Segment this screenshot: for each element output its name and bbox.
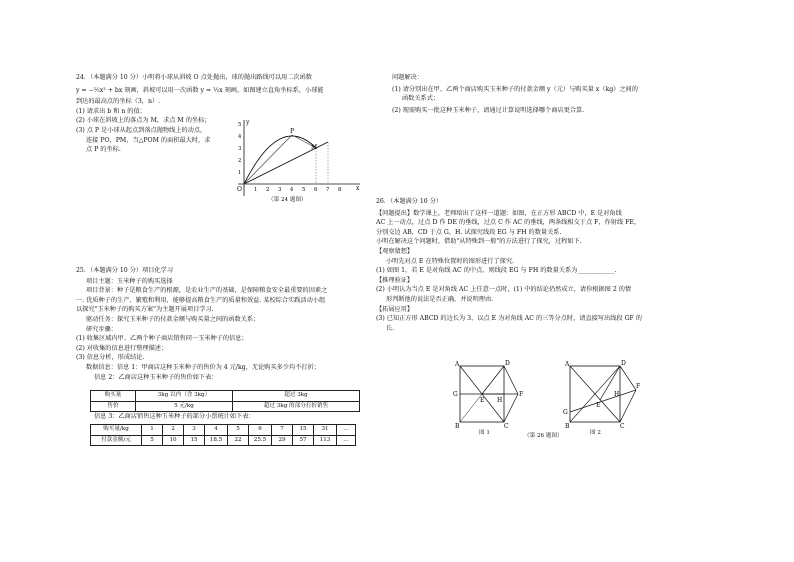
q24-x-ticks [254,187,341,193]
q24-segment-po [244,135,292,184]
label-a: A [455,361,460,368]
table-cell: 10 [163,435,184,446]
label-c: C [504,423,509,430]
label-h: H [614,391,620,398]
q25-heading: 25．（本题满分 10 分）项目化学习 [76,267,174,274]
table-cell: 29 [272,435,293,446]
q24-label-m: M [311,144,318,151]
q24-graph [232,118,364,198]
table-cell: 25.5 [249,435,272,446]
q26-line: 分别交边 AB，CD 于点 G，H. 试探究线段 EG 与 FH 的数量关系. [376,228,562,236]
table-cell: 购买量/kg [91,425,142,436]
q26-line: (2) 小明认为当点 E 是对角线 AC 上任意一点时，(1) 中的结论仍然成立，请你根据图 2 的情 [376,286,632,294]
label-e: E [480,397,485,404]
table-cell: 2 [163,425,184,436]
label-a: A [565,361,570,368]
table-cell: 31 [314,425,337,436]
label-b: B [455,423,460,430]
q24-xtick: 4 [290,187,294,193]
q24-y-ticks [238,122,242,176]
table-cell: 15 [184,435,205,446]
q25-step: (1) 收集区域内甲、乙两个种子商店销售同一玉米种子的信息； [76,335,248,343]
segment-cf [504,394,518,422]
q26-figure-1 [452,360,524,430]
table-cell: … [337,425,356,436]
table-cell: 6 [249,425,272,436]
q24-part-2: (2) 小球在斜坡上的落点为 M，求点 M 的坐标； [76,117,211,125]
q26-line: 形判断他的说法是否正确，并说明理由. [386,295,494,303]
q24-parabola [244,136,316,184]
label-h: H [497,397,503,404]
q24-part-3c: 点 P 的坐标. [86,146,121,154]
q26-section: 【推理验证】 [376,276,414,284]
q25-step: (3) 信息分析，形成结论. [76,354,145,362]
q25-line: 驱动任务：探究玉米种子的付款金额与购买量之间的函数关系； [86,315,260,323]
q25-line: 研究步骤： [86,325,117,333]
table-row [91,401,360,412]
q26-section: 【拓展应用】 [376,305,414,313]
q26-figure-1-label: 图 1 [479,430,490,436]
q24-line-3: 到达的最高点的坐标（3，n）. [76,98,161,106]
q24-ytick: 4 [238,134,242,140]
q24-line-1: 24．（本题满分 10 分）小明将小球从斜坡 O 点处抛出，球的抛出路线可以用二次函数 [76,74,312,81]
q25-data: 信息 2：乙商店这种玉米种子的售价如下表： [94,373,218,381]
table-cell: 57 [293,435,314,446]
q24-xtick: 2 [266,187,270,193]
table-row [91,435,356,446]
q26-caption: （第 26 题图） [524,433,563,439]
q26-line: 【问题提出】数学课上，老师给出了这样一道题：如图，在正方形 ABCD 中，E 是对角线 [376,209,622,217]
q25-receipt-table [90,424,356,446]
label-c: C [620,423,625,430]
q24-xtick: 1 [254,187,258,193]
table-cell: 付款金额/元 [91,435,142,446]
qr-line: 函数关系式； [402,95,440,103]
table-row [91,425,356,436]
q24-caption: （第 24 题图） [268,197,307,203]
q24-ytick: 3 [238,146,242,152]
q25-data: 信息 3：乙商店销售这种玉米种子的部分小票统计如下表： [94,413,255,420]
q25-price-table [90,390,360,412]
q26-line: (3) 已知正方形 ABCD 的边长为 3，以点 E 为对角线 AC 的三等分点时，请直接写出线段 GF 的 [376,315,642,323]
q26-section: 【观察猜想】 [376,247,414,255]
label-d: D [505,360,510,367]
table-cell: 5 [142,435,163,446]
q25-step: (2) 对收集的信息进行整理描述； [76,344,168,352]
table-cell: 22 [228,435,249,446]
q24-line-2: y = −½x² + bx 刻画，斜坡可以用一次函数 y = ½x 刻画，如图建立直角坐标系，小球能 [76,86,324,94]
q24-ytick: 5 [238,122,242,128]
question-26 [376,197,716,333]
q26-figure-2-label: 图 2 [590,430,601,436]
table-cell: 4 [205,425,228,436]
q25-data: 数据信息：信息 1：甲商店这种玉米种子的售价为 4 元/kg，无论购买多少均不打折； [86,363,320,371]
question-25 [76,266,376,382]
q24-xtick: 7 [326,187,330,193]
q26-figure-2 [560,360,640,430]
table-cell: 超过 3kg [233,391,360,402]
label-g: G [563,409,568,416]
label-d: D [621,360,626,367]
q24-ytick: 1 [238,170,242,176]
q26-line: (1) 如图 1，若 E 是对角线 AC 的中点，则线段 EG 与 FH 的数量关系为____________. [376,267,617,275]
table-cell: 3kg 以内（含 3kg） [136,391,233,402]
q24-label-o: O [237,186,242,193]
label-b: B [565,423,570,430]
q26-heading: 26．（本题满分 10 分） [376,198,443,205]
q24-part-1: (1) 请求出 b 和 n 的值； [76,107,146,115]
q24-xtick: 3 [278,187,282,193]
segment-df [620,366,636,390]
q25-line: 项目背景：种子是粮食生产的根源，是农业生产的基础，是保障粮食安全最重要的因素之 [86,287,328,295]
qr-line: (2) 现需购买一批这种玉米种子，请通过计算说明选择哪个商店更合算. [392,106,585,114]
table-cell: … [337,435,356,446]
table-cell: 购买量 [91,391,136,402]
q26-line: 小明先对点 E 在特殊位置时的图形进行了探究. [386,257,514,265]
table-cell: 18.5 [205,435,228,446]
label-f: F [636,383,640,390]
q25-line: 一. 优质种子的生产、繁殖和利用，能够提高粮食生产的质量和效益. 某校综合实践活动小组 [76,296,326,304]
segment-df [504,366,518,394]
q24-xtick: 5 [302,187,306,193]
table-row [91,391,360,402]
table-cell: 3 [184,425,205,436]
q24-part-3b: 连接 PO，PM，当△POM 的面积最大时，求 [86,136,211,144]
table-cell: 售价 [91,401,136,412]
q25-line: 项目主题：玉米种子的购买选择 [86,277,173,285]
table-cell: 5 元/kg [136,401,233,412]
qr-line: (1) 请分别出在甲、乙两个商店购买玉米种子的付款金额 y（元）与购买量 x（kg）之间的 [392,85,638,93]
ray-fg [570,390,636,412]
q24-xtick: 8 [338,187,342,193]
q24-part-3a: (3) 点 P 是小球从起点到落点抛物线上的动点， [76,126,207,134]
label-e: E [596,402,601,409]
q24-label-p: P [290,128,295,135]
question-25-continued [392,73,722,115]
table-cell: 15 [293,425,314,436]
q25-line: 以探究"玉米种子的购买方案"为主题开展项目学习. [76,306,214,314]
table-cell: 7 [272,425,293,436]
q24-ytick: 2 [238,158,242,164]
q26-line: 小明在解决这个问题时，借助"从特殊到一般"的方法进行了探究，过程如下. [376,238,582,246]
table-cell: 1 [142,425,163,436]
q24-label-x: x [356,185,360,192]
qr-title: 问题解决： [392,74,423,81]
q26-line: 长. [386,324,395,332]
q24-xtick: 6 [314,187,318,193]
q26-line: AC 上一动点，过点 D 作 DE 的垂线，过点 C 作 AC 的垂线，两条线相交于点 F，作射线 FE， [376,219,641,227]
table-cell: 113 [314,435,337,446]
q24-label-y: y [246,119,250,126]
label-f: F [519,391,524,398]
table-cell: 超过 3kg 的部分打折销售 [233,401,360,412]
label-g: G [453,391,458,398]
table-cell: 5 [228,425,249,436]
